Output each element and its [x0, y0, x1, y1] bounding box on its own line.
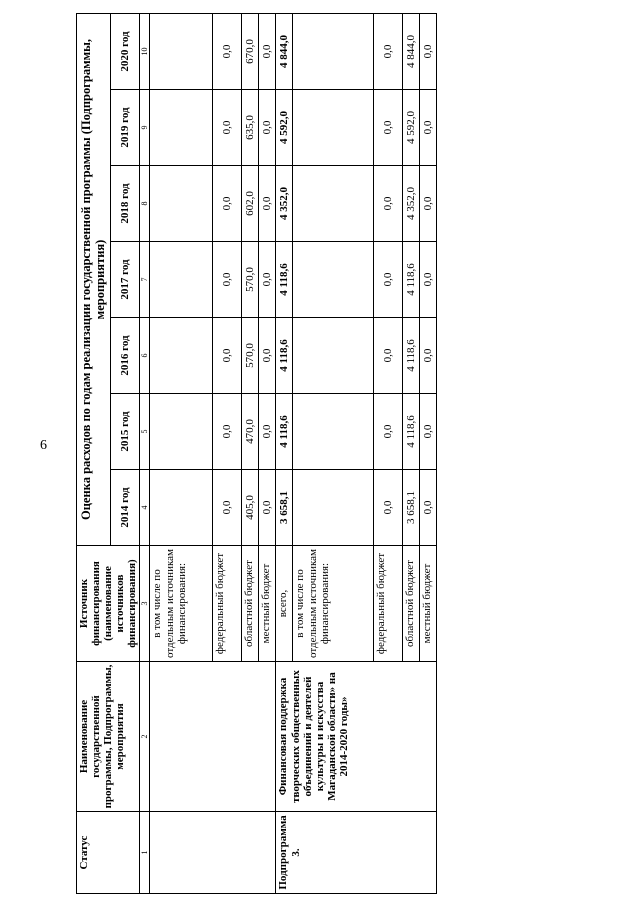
value-cell: 0,0	[213, 13, 242, 89]
value-cell: 3 658,1	[403, 470, 420, 546]
source-local: местный бюджет	[259, 546, 276, 662]
value-cell: 0,0	[213, 90, 242, 166]
col-number: 4	[140, 470, 150, 546]
value-cell: 0,0	[374, 242, 403, 318]
value-cell: 0,0	[374, 318, 403, 394]
subprogram-name: Финансовая поддержка творческих общественных объединений и деятелей культуры и искусства Магаданской области» на 2014-2020 годы»	[276, 662, 437, 812]
value-cell: 635,0	[242, 90, 259, 166]
value-cell: 670,0	[242, 13, 259, 89]
total-value-cell: 4 352,0	[276, 166, 293, 242]
value-cell: 405,0	[242, 470, 259, 546]
value-cell: 0,0	[213, 318, 242, 394]
value-cell: 0,0	[420, 13, 437, 89]
source-federal: федеральный бюджет	[213, 546, 242, 662]
value-cell: 0,0	[420, 470, 437, 546]
year-2020: 2020 год	[111, 13, 140, 89]
source-local: местный бюджет	[420, 546, 437, 662]
year-2014: 2014 год	[111, 470, 140, 546]
source-total: всего,	[276, 546, 293, 662]
year-2018: 2018 год	[111, 166, 140, 242]
name-cell-empty	[150, 662, 276, 812]
col-number: 2	[140, 662, 150, 812]
value-cell: 4 844,0	[403, 13, 420, 89]
status-cell-empty	[150, 812, 276, 894]
value-cell: 570,0	[242, 318, 259, 394]
value-cell: 0,0	[259, 242, 276, 318]
value-cell: 4 118,6	[403, 242, 420, 318]
total-value-cell: 4 592,0	[276, 90, 293, 166]
col-number: 9	[140, 90, 150, 166]
value-cell: 4 118,6	[403, 318, 420, 394]
col-number: 8	[140, 166, 150, 242]
total-value-cell: 4 118,6	[276, 242, 293, 318]
col-number: 5	[140, 394, 150, 470]
value-cell: 0,0	[259, 13, 276, 89]
total-value-cell: 4 844,0	[276, 13, 293, 89]
source-regional: областной бюджет	[403, 546, 420, 662]
value-cell: 4 592,0	[403, 90, 420, 166]
value-cell: 0,0	[259, 318, 276, 394]
value-cell: 0,0	[374, 13, 403, 89]
header-source: Источник финансирования (наименование источников финансирования)	[77, 546, 140, 662]
value-cell: 0,0	[259, 394, 276, 470]
source-intro: в том числе по отдельным источникам финансирования:	[150, 546, 213, 662]
value-cell: 0,0	[374, 166, 403, 242]
value-cell: 0,0	[213, 166, 242, 242]
header-estimate: Оценка расходов по годам реализации государственной программы (Подпрограммы, мероприятия)	[77, 13, 111, 545]
value-cell: 570,0	[242, 242, 259, 318]
value-cell: 0,0	[420, 242, 437, 318]
source-federal: федеральный бюджет	[374, 546, 403, 662]
header-name: Наименование государственной программы, Подпрограммы, мероприятия	[77, 662, 140, 812]
value-cell: 0,0	[374, 394, 403, 470]
value-cell: 0,0	[420, 318, 437, 394]
subprogram-status: Подпрограмма 3.	[276, 812, 437, 894]
year-2019: 2019 год	[111, 90, 140, 166]
source-regional: областной бюджет	[242, 546, 259, 662]
total-value-cell: 3 658,1	[276, 470, 293, 546]
value-cell: 0,0	[259, 90, 276, 166]
value-cell: 0,0	[374, 470, 403, 546]
value-cell: 0,0	[420, 166, 437, 242]
value-cell: 0,0	[213, 470, 242, 546]
header-status: Статус	[77, 812, 140, 894]
value-cell: 0,0	[213, 394, 242, 470]
col-number: 3	[140, 546, 150, 662]
value-cell: 4 118,6	[403, 394, 420, 470]
rotated-table-container	[76, 14, 546, 894]
page-number: 6	[40, 438, 47, 453]
value-cell: 0,0	[420, 394, 437, 470]
total-value-cell: 4 118,6	[276, 318, 293, 394]
col-number: 1	[140, 812, 150, 894]
col-number: 6	[140, 318, 150, 394]
value-cell: 0,0	[259, 166, 276, 242]
value-cell: 0,0	[213, 242, 242, 318]
value-cell: 0,0	[420, 90, 437, 166]
year-2015: 2015 год	[111, 394, 140, 470]
value-cell: 602,0	[242, 166, 259, 242]
year-2016: 2016 год	[111, 318, 140, 394]
value-cell: 4 352,0	[403, 166, 420, 242]
col-number: 10	[140, 13, 150, 89]
value-cell: 0,0	[259, 470, 276, 546]
budget-table	[76, 13, 437, 894]
value-cell: 0,0	[374, 90, 403, 166]
source-intro: в том числе по отдельным источникам финансирования:	[293, 546, 374, 662]
col-number: 7	[140, 242, 150, 318]
total-value-cell: 4 118,6	[276, 394, 293, 470]
year-2017: 2017 год	[111, 242, 140, 318]
value-cell: 470,0	[242, 394, 259, 470]
